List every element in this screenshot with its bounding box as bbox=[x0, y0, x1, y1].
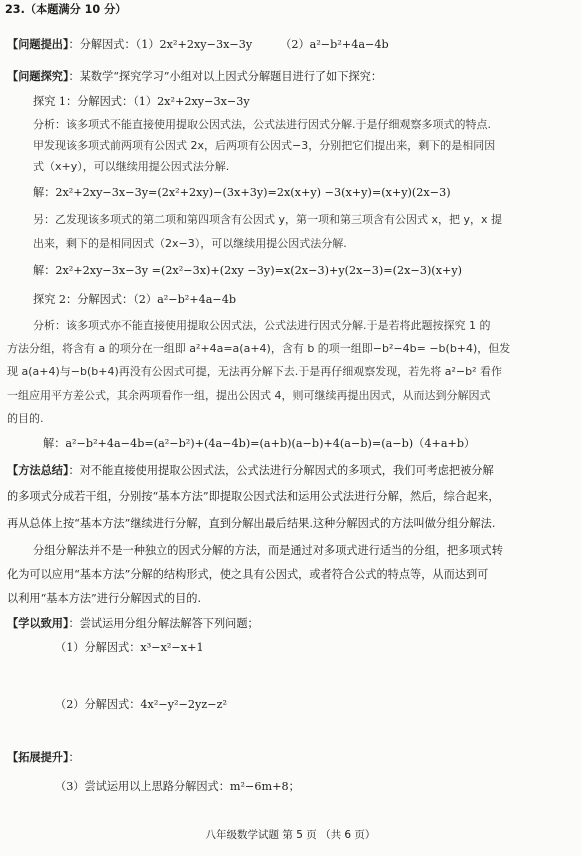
inquiry1-title: 探究 1：分解因式：（1）2x²+2xy−3x−3y bbox=[33, 95, 250, 108]
inquiry2-analysis-line: 方法分组，将含有 a 的项分在一组即 a²+4a=a(a+4)，含有 b 的项一组即−b²−4b= −b(b+4)，但发 bbox=[7, 342, 511, 355]
inquiry2-analysis-line: 现 a(a+4)与−b(b+4)再没有公因式可提，无法再分解下去.于是再仔细观察发现，若先将 a²−b² 看作 bbox=[7, 365, 503, 378]
inquiry1-alt-line: 出来，剩下的是相同因式（2x−3），可以继续用提公因式法分解. bbox=[33, 237, 347, 250]
summary-line: 化为可以应用“基本方法”分解的结构形式，使之具有公因式，或者符合公式的特点等，从而达到可 bbox=[7, 568, 489, 581]
extend-text: ： bbox=[68, 751, 80, 764]
inquiry2-solution: 解：a²−b²+4a−4b=(a²−b²)+(4a−4b)=(a+b)(a−b)+4(a−b)=(a−b)（4+a+b） bbox=[43, 437, 476, 450]
summary-line: ：对不能直接使用提取公因式法，公式法进行分解因式的多项式，我们可考虑把被分解 bbox=[68, 464, 494, 477]
explore-text: ：某数学“探究学习”小组对以上因式分解题目进行了如下探究： bbox=[68, 70, 383, 83]
summary-line: 的多项式分成若干组，分别按“基本方法”即提取公因式法和运用公式法进行分解，然后，综合起来， bbox=[7, 490, 500, 503]
extend-intro bbox=[7, 752, 80, 765]
extend-question-3: （3）尝试运用以上思路分解因式：m²−6m+8； bbox=[55, 780, 300, 793]
question-statement bbox=[7, 39, 389, 52]
inquiry1-solution-b: 解：2x²+2xy−3x−3y =(2x²−3x)+(2xy −3y)=x(2x−3)+y(2x−3)=(2x−3)(x+y) bbox=[33, 264, 463, 277]
inquiry2-analysis-line: 的目的. bbox=[7, 412, 44, 425]
question-header: 23.（本题满分 10 分） bbox=[5, 3, 127, 16]
apply-question-1: （1）分解因式：x³−x²−x+1 bbox=[55, 641, 204, 654]
inquiry1-solution-a: 解：2x²+2xy−3x−3y=(2x²+2xy)−(3x+3y)=2x(x+y) −3(x+y)=(x+y)(2x−3) bbox=[33, 186, 451, 199]
apply-question-2: （2）分解因式：4x²−y²−2yz−z² bbox=[55, 698, 227, 711]
summary-line: 再从总体上按“基本方法”继续进行分解，直到分解出最后结果.这种分解因式的方法叫做分组分解法. bbox=[7, 517, 496, 530]
summary-line: 分组分解法并不是一种独立的因式分解的方法，而是通过对多项式进行适当的分组，把多项式转 bbox=[33, 544, 503, 557]
apply-intro bbox=[7, 618, 259, 631]
section-tag: 【拓展提升】 bbox=[7, 751, 69, 764]
page-footer: 八年级数学试题 第 5 页 （共 6 页） bbox=[205, 829, 376, 841]
apply-text: ：尝试运用分组分解法解答下列问题； bbox=[68, 617, 259, 630]
summary-line: 以利用“基本方法”进行分解因式的目的. bbox=[7, 592, 201, 605]
inquiry2-analysis-line: 一组应用平方差公式，其余两项看作一组，提出公因式 4，则可继续再提出因式，从而达到分解因式 bbox=[7, 389, 491, 402]
section-tag: 【问题提出】 bbox=[7, 38, 69, 51]
inquiry1-alt-line: 另：乙发现该多项式的第二项和第四项含有公因式 y，第一项和第三项含有公因式 x，把 y，x 提 bbox=[33, 213, 503, 226]
inquiry2-analysis-line: 分析：该多项式亦不能直接使用提取公因式法，公式法进行因式分解.于是若将此题按探究 1 的 bbox=[33, 319, 491, 332]
explore-intro bbox=[7, 71, 382, 84]
section-tag: 【方法总结】 bbox=[7, 464, 69, 477]
section-tag: 【问题探究】 bbox=[7, 70, 69, 83]
inquiry2-title: 探究 2：分解因式：（2）a²−b²+4a−4b bbox=[33, 293, 237, 306]
section-tag: 【学以致用】 bbox=[7, 617, 69, 630]
question-text: ：分解因式：（1）2x²+2xy−3x−3y （2）a²−b²+4a−4b bbox=[68, 38, 389, 51]
summary-first-line bbox=[7, 465, 494, 478]
inquiry1-analysis-line: 式（x+y），可以继续用提公因式法分解. bbox=[33, 160, 230, 173]
inquiry1-analysis-line: 甲发现该多项式前两项有公因式 2x，后两项有公因式−3，分别把它们提出来，剩下的是相同因 bbox=[33, 139, 496, 152]
inquiry1-analysis-line: 分析：该多项式不能直接使用提取公因式法，公式法进行因式分解.于是仔细观察多项式的特点. bbox=[33, 118, 491, 131]
